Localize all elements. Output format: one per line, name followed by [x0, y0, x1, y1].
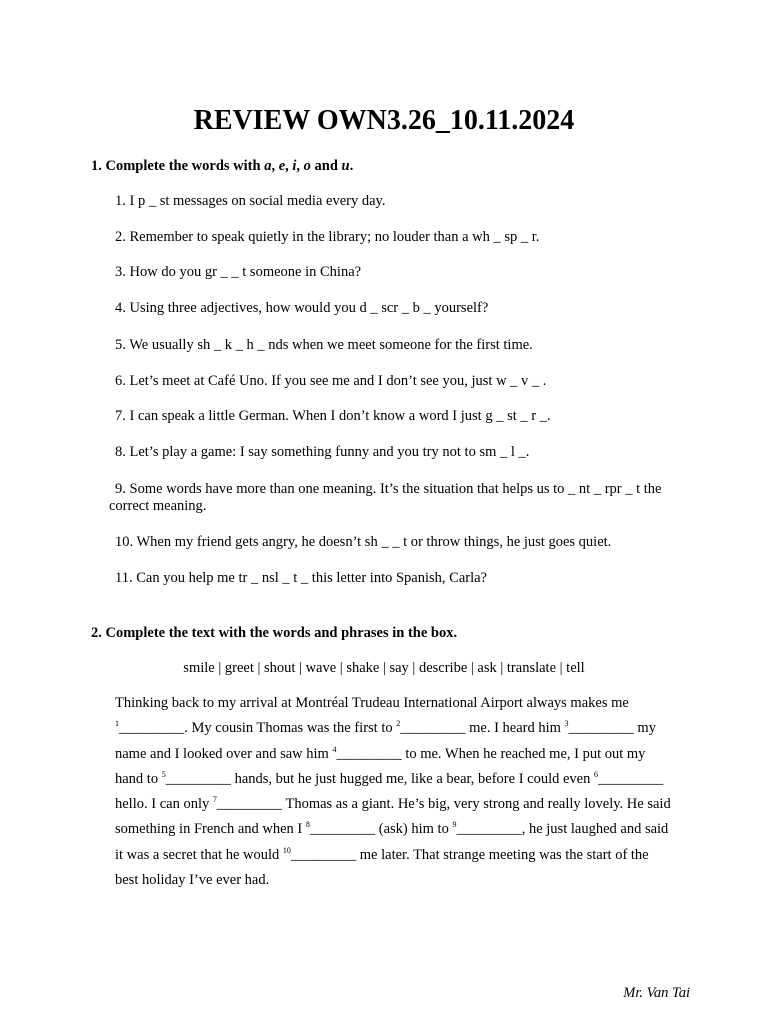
exercise-item-2: 2. Remember to speak quietly in the library; no louder than a wh _ sp _ r.: [115, 229, 540, 245]
word-box: smile | greet | shout | wave | shake | say | describe | ask | translate | tell: [183, 660, 585, 676]
exercise-item-6: 6. Let’s meet at Café Uno. If you see me and I don’t see you, just w _ v _ .: [115, 373, 547, 389]
exercise-item-3: 3. How do you gr _ _ t someone in China?: [115, 264, 362, 280]
exercise-item-8: 8. Let’s play a game: I say something funny and you try not to sm _ l _.: [115, 444, 530, 460]
exercise-item-5: 5. We usually sh _ k _ h _ nds when we meet someone for the first time.: [115, 337, 533, 353]
exercise-item-1: 1. I p _ st messages on social media every day.: [115, 193, 386, 209]
author-signature: Mr. Van Tai: [623, 985, 690, 1001]
section-2-heading: 2. Complete the text with the words and phrases in the box.: [91, 625, 458, 641]
section-1-heading: 1. Complete the words with a, e, i, o and u.: [91, 158, 354, 174]
exercise-item-9: 9. Some words have more than one meaning. It’s the situation that helps us to _ nt _ rpr _ t the correct meaning.: [109, 481, 662, 514]
document-title: REVIEW OWN3.26_10.11.2024: [193, 105, 575, 136]
exercise-item-10: 10. When my friend gets angry, he doesn’t sh _ _ t or throw things, he just goes quiet.: [115, 534, 612, 550]
exercise-item-7: 7. I can speak a little German. When I don’t know a word I just g _ st _ r _.: [115, 408, 551, 424]
passage-text: Thinking back to my arrival at Montréal Trudeau International Airport always makes me $^1$_________. My cousin Thomas was the first to $^2$_________ me. I heard him $^3$_________ my name and I looked over and saw him $^4$_________ to me. When he reached me, I put out my hand to $^5$_________ hands, but he just hugged me, like a bear, before I could even $^6$_________ hello. I can only $^7$_________ Thomas as a giant. He’s big, very strong and really lovely. He said something in French and when I $^8$_________ (ask) him to $^9$_________, he just laughed and said it was a secret that he would $^{10}$_________ me later. That strange meeting was the start of the best holiday I’ve ever had.: [115, 695, 671, 889]
exercise-item-4: 4. Using three adjectives, how would you d _ scr _ b _ yourself?: [115, 300, 489, 316]
exercise-item-11: 11. Can you help me tr _ nsl _ t _ this letter into Spanish, Carla?: [115, 570, 487, 586]
